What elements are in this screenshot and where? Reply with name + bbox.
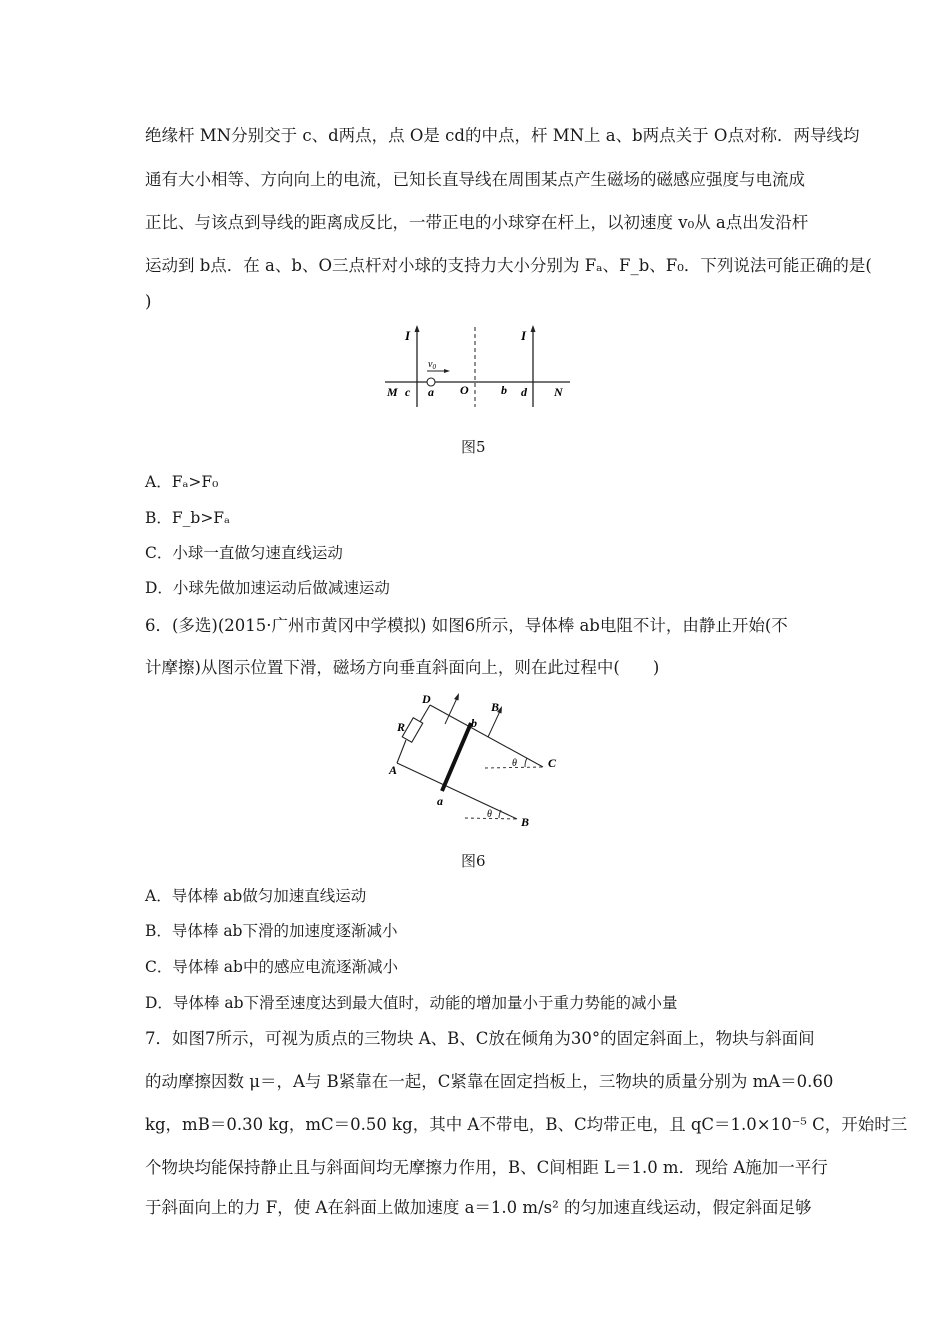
label-theta-2: θ: [487, 809, 492, 820]
label-I-left: I: [405, 328, 411, 343]
figure-6-caption: 图6: [461, 852, 486, 870]
label-D: D: [422, 692, 431, 706]
label-a: a: [428, 385, 434, 399]
q6-line-2: 计摩擦)从图示位置下滑，磁场方向垂直斜面向上，则在此过程中( ): [145, 658, 660, 677]
q5-option-a: A．Fₐ>F₀: [145, 473, 219, 491]
label-C: C: [548, 756, 557, 770]
label-M: M: [387, 385, 398, 399]
q7-line-3: kg，mB＝0.30 kg，mC＝0.50 kg，其中 A不带电，B、C均带正电，且 qC＝1.0×10⁻⁵ C，开始时三: [145, 1115, 908, 1134]
q7-line-1: 7．如图7所示，可视为质点的三物块 A、B、C放在倾角为30°的固定斜面上，物块与斜面间: [145, 1029, 815, 1048]
label-B-point: B: [521, 815, 530, 829]
label-N: N: [554, 385, 563, 399]
figure-6-diagram: [385, 690, 585, 830]
q6-option-a: A．导体棒 ab做匀加速直线运动: [145, 887, 367, 905]
label-b: b: [501, 383, 507, 397]
figure-5-diagram: [380, 322, 580, 412]
label-A: A: [389, 763, 398, 777]
q6-option-b: B．导体棒 ab下滑的加速度逐渐减小: [145, 922, 398, 940]
label-theta-1: θ: [512, 758, 517, 769]
label-d: d: [521, 385, 527, 399]
q5-option-d: D．小球先做加速运动后做减速运动: [145, 579, 390, 597]
q5-line-2: 通有大小相等、方向向上的电流，已知长直导线在周围某点产生磁场的磁感应强度与电流成: [145, 170, 805, 189]
label-O: O: [460, 383, 469, 397]
q5-option-c: C．小球一直做匀速直线运动: [145, 544, 343, 562]
q6-option-d: D．导体棒 ab下滑至速度达到最大值时，动能的增加量小于重力势能的减小量: [145, 994, 678, 1012]
q6-option-c: C．导体棒 ab中的感应电流逐渐减小: [145, 958, 398, 976]
label-B-field: B: [491, 700, 500, 714]
q6-line-1: 6．(多选)(2015·广州市黄冈中学模拟) 如图6所示，导体棒 ab电阻不计，由静止开始(不: [145, 616, 788, 635]
label-R: R: [397, 720, 406, 734]
label-I-right: I: [521, 328, 527, 343]
q7-line-2: 的动摩擦因数 μ＝，A与 B紧靠在一起，C紧靠在固定挡板上，三物块的质量分别为 mA＝0.60: [145, 1072, 834, 1091]
label-b-point: b: [471, 716, 477, 730]
q5-option-b: B．F_b>Fₐ: [145, 509, 231, 527]
q5-line-1: 绝缘杆 MN分别交于 c、d两点，点 O是 cd的中点，杆 MN上 a、b两点关于 O点对称．两导线均: [145, 126, 860, 145]
q7-line-5: 于斜面向上的力 F，使 A在斜面上做加速度 a＝1.0 m/s² 的匀加速直线运动，假定斜面足够: [145, 1198, 812, 1217]
label-a-point: a: [437, 794, 443, 808]
q5-line-5: ): [145, 292, 152, 311]
label-c: c: [405, 385, 411, 399]
q5-line-4: 运动到 b点．在 a、b、O三点杆对小球的支持力大小分别为 Fₐ、F_b、F₀．下列说法可能正确的是(: [145, 256, 872, 275]
label-v0: $v_0$: [428, 359, 436, 371]
figure-5-caption: 图5: [461, 438, 486, 456]
q5-line-3: 正比、与该点到导线的距离成反比，一带正电的小球穿在杆上，以初速度 v₀从 a点出发沿杆: [145, 213, 809, 232]
q7-line-4: 个物块均能保持静止且与斜面间均无摩擦力作用，B、C间相距 L＝1.0 m．现给 A施加一平行: [145, 1158, 828, 1177]
